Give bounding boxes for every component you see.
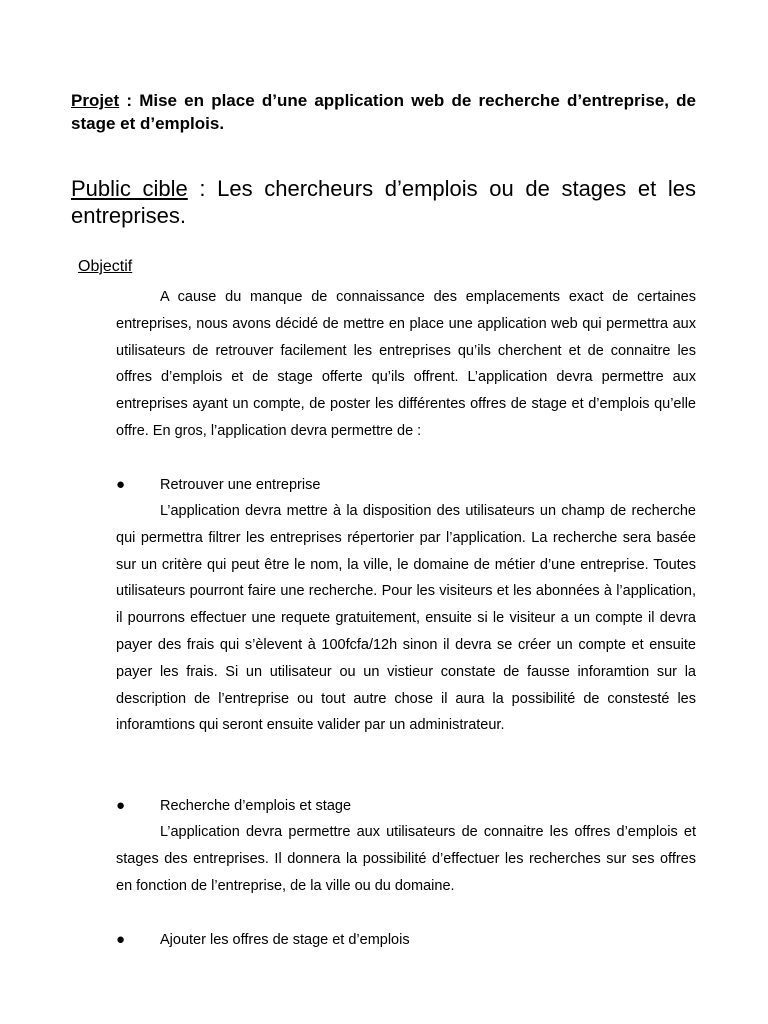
objectif-heading: Objectif	[78, 258, 133, 275]
bullet-icon: ●	[116, 476, 126, 493]
section-text: L’application devra permettre aux utilisateurs de connaitre les offres d’emplois et stages des entreprises. Il donnera la possibilité d’effectuer les recherches sur ses offres en fonction de l’entreprise, de la ville ou du domaine.	[116, 824, 696, 894]
public-text: : Les chercheurs d’emplois ou de stages et les entreprises.	[71, 176, 696, 228]
intro-text: A cause du manque de connaissance des emplacements exact de certaines entreprises, nous avons décidé de mettre en place une application web qui permettra aux utilisateurs de retrouver facilement les entreprises qu’ils cherchent et de connaitre les offres d’emplois et de stage offerte qu’ils offrent. L’application devra permettre aux entreprises ayant un compte, de poster les différentes offres de stage et d’emplois qu’elle offre. En gros, l’application devra permettre de :	[116, 289, 696, 439]
project-colon: :	[119, 91, 133, 110]
bullet-icon: ●	[116, 931, 126, 948]
project-title	[71, 89, 696, 135]
intro-paragraph	[116, 284, 696, 445]
project-title-text: Mise en place d’une application web de recherche d’entreprise, de stage et d’emplois.	[71, 91, 696, 133]
bullet-label: Retrouver une entreprise	[160, 477, 321, 493]
public-cible	[71, 175, 696, 229]
bullet-label: Recherche d’emplois et stage	[160, 798, 352, 814]
project-label: Projet	[71, 91, 120, 110]
section-paragraph	[116, 498, 696, 739]
bullet-icon: ●	[116, 797, 126, 814]
bullet-label: Ajouter les offres de stage et d’emplois	[160, 932, 410, 948]
public-label: Public cible	[71, 176, 188, 201]
section-text: L’application devra mettre à la disposition des utilisateurs un champ de recherche qui permettra filtrer les entreprises répertorier par l’application. La recherche sera basée sur un critère qui peut être le nom, la ville, le domaine de métier d’une entreprise. Toutes utilisateurs pourront faire une recherche. Pour les visiteurs et les abonnées à l’application, il pourrons effectuer une requete gratuitement, ensuite si le visiteur a un compte il devra payer des frais qui s’èlevent à 100fcfa/12h sinon il devra se créer un compte et ensuite payer les frais. Si un utilisateur ou un vistieur constate de fausse inforamtion sur la description de l’entreprise ou tout autre chose il aura la possibilité de constesté les inforamtions qui seront ensuite valider par un administrateur.	[116, 503, 696, 734]
section-paragraph	[116, 819, 696, 899]
